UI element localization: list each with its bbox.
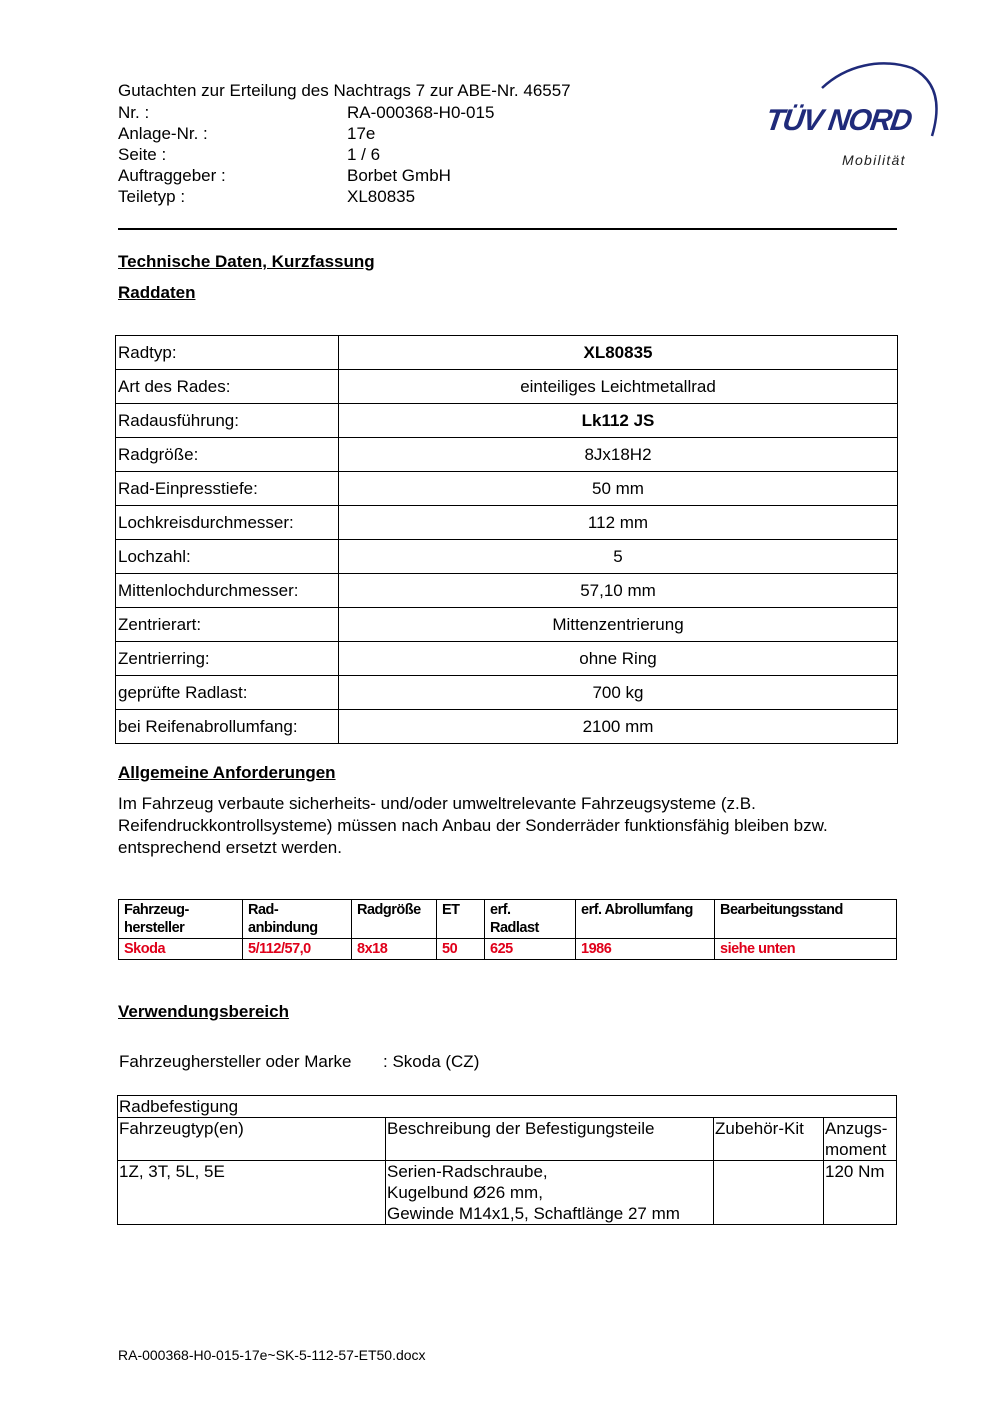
table-header-row bbox=[118, 1118, 897, 1161]
table-row bbox=[116, 540, 898, 574]
logo-subtitle: Mobilität bbox=[842, 152, 906, 168]
cell-et: 50 bbox=[437, 939, 485, 960]
vehicle-table bbox=[118, 899, 897, 960]
cell-label: Mittenlochdurchmesser: bbox=[116, 574, 339, 608]
cell-label: Rad-Einpresstiefe: bbox=[116, 472, 339, 506]
cell-label: Zentrierring: bbox=[116, 642, 339, 676]
section-heading-general: Allgemeine Anforderungen bbox=[118, 763, 336, 782]
header-field-label: Seite : bbox=[118, 145, 167, 164]
table-row bbox=[116, 506, 898, 540]
cell-status: siehe unten bbox=[715, 939, 897, 960]
header-field-value: Borbet GmbH bbox=[347, 166, 451, 185]
header-field-label: Auftraggeber : bbox=[118, 166, 226, 185]
usage-field-value: : Skoda (CZ) bbox=[383, 1052, 480, 1071]
header-field-label: Teiletyp : bbox=[118, 187, 186, 206]
footer-filename: RA-000368-H0-015-17e~SK-5-112-57-ET50.docx bbox=[118, 1347, 426, 1363]
header-field-value: RA-000368-H0-015 bbox=[347, 103, 495, 122]
header-field-value: 17e bbox=[347, 124, 376, 143]
table-row bbox=[116, 642, 898, 676]
header-cell: Beschreibung der Befestigungsteile bbox=[386, 1118, 714, 1161]
table-row bbox=[116, 404, 898, 438]
cell-value: einteiliges Leichtmetallrad bbox=[339, 370, 898, 404]
section-heading-usage: Verwendungsbereich bbox=[118, 1002, 289, 1021]
header-cell: Anzugs- moment bbox=[824, 1118, 897, 1161]
table-row bbox=[116, 608, 898, 642]
logo-brand: TÜV NORD bbox=[763, 104, 914, 137]
header-divider bbox=[118, 228, 897, 230]
table-row bbox=[118, 1161, 897, 1225]
cell-value: ohne Ring bbox=[339, 642, 898, 676]
usage-field bbox=[119, 1052, 480, 1072]
header-cell: ET bbox=[437, 900, 485, 939]
usage-field-label: Fahrzeughersteller oder Marke bbox=[119, 1052, 352, 1071]
header-cell: Radgröße bbox=[352, 900, 437, 939]
cell-value: 57,10 mm bbox=[339, 574, 898, 608]
table-row bbox=[116, 472, 898, 506]
header-cell: Fahrzeug- hersteller bbox=[119, 900, 243, 939]
cell-label: geprüfte Radlast: bbox=[116, 676, 339, 710]
cell-label: Radgröße: bbox=[116, 438, 339, 472]
header-field-value: XL80835 bbox=[347, 187, 416, 206]
header-field-value: 1 / 6 bbox=[347, 145, 381, 164]
table-title: Radbefestigung bbox=[118, 1096, 897, 1118]
header-cell: erf. Abrollumfang bbox=[576, 900, 715, 939]
cell-description: Serien-Radschraube, Kugelbund Ø26 mm, Gewinde M14x1,5, Schaftlänge 27 mm bbox=[386, 1161, 714, 1225]
table-row bbox=[116, 574, 898, 608]
cell-value: 5 bbox=[339, 540, 898, 574]
cell-label: Radausführung: bbox=[116, 404, 339, 438]
cell-label: Lochkreisdurchmesser: bbox=[116, 506, 339, 540]
general-requirements-text: Im Fahrzeug verbaute sicherheits- und/oder umweltrelevante Fahrzeugsysteme (z.B. Reifendruckkontrollsysteme) müssen nach Anbau der Sonderräder funktionsfähig bleiben bzw. entsprechend ersetzt werden. bbox=[118, 794, 828, 857]
cell-value: 2100 mm bbox=[339, 710, 898, 744]
cell-torque: 120 Nm bbox=[824, 1161, 897, 1225]
header-field-label: Anlage-Nr. : bbox=[118, 124, 208, 143]
cell-value: 700 kg bbox=[339, 676, 898, 710]
cell-size: 8x18 bbox=[352, 939, 437, 960]
section-heading-raddaten: Raddaten bbox=[118, 283, 196, 302]
cell-connection: 5/112/57,0 bbox=[243, 939, 352, 960]
header-cell: Zubehör-Kit bbox=[714, 1118, 824, 1161]
table-row bbox=[116, 336, 898, 370]
cell-value: 50 mm bbox=[339, 472, 898, 506]
header-cell: Rad- anbindung bbox=[243, 900, 352, 939]
header-cell: erf. Radlast bbox=[485, 900, 576, 939]
cell-label: Lochzahl: bbox=[116, 540, 339, 574]
table-header-row bbox=[119, 900, 897, 939]
table-row bbox=[116, 710, 898, 744]
header-field-label: Nr. : bbox=[118, 103, 150, 122]
table-row bbox=[116, 370, 898, 404]
cell-label: Radtyp: bbox=[116, 336, 339, 370]
cell-kit bbox=[714, 1161, 824, 1225]
cell-label: Art des Rades: bbox=[116, 370, 339, 404]
header-cell: Bearbeitungsstand bbox=[715, 900, 897, 939]
table-row bbox=[119, 939, 897, 960]
document-title: Gutachten zur Erteilung des Nachtrags 7 zur ABE-Nr. 46557 bbox=[118, 81, 571, 100]
cell-label: Zentrierart: bbox=[116, 608, 339, 642]
cell-value: Lk112 JS bbox=[339, 404, 898, 438]
cell-load: 625 bbox=[485, 939, 576, 960]
table-title-row bbox=[118, 1096, 897, 1118]
table-row bbox=[116, 676, 898, 710]
wheel-data-table bbox=[115, 335, 898, 744]
cell-value: Mittenzentrierung bbox=[339, 608, 898, 642]
cell-vehicle-types: 1Z, 3T, 5L, 5E bbox=[118, 1161, 386, 1225]
cell-value: 8Jx18H2 bbox=[339, 438, 898, 472]
cell-manufacturer: Skoda bbox=[119, 939, 243, 960]
section-heading-technical: Technische Daten, Kurzfassung bbox=[118, 252, 375, 271]
mounting-table bbox=[117, 1095, 897, 1225]
cell-circumference: 1986 bbox=[576, 939, 715, 960]
cell-label: bei Reifenabrollumfang: bbox=[116, 710, 339, 744]
cell-value: 112 mm bbox=[339, 506, 898, 540]
table-row bbox=[116, 438, 898, 472]
header-cell: Fahrzeugtyp(en) bbox=[118, 1118, 386, 1161]
cell-value: XL80835 bbox=[339, 336, 898, 370]
